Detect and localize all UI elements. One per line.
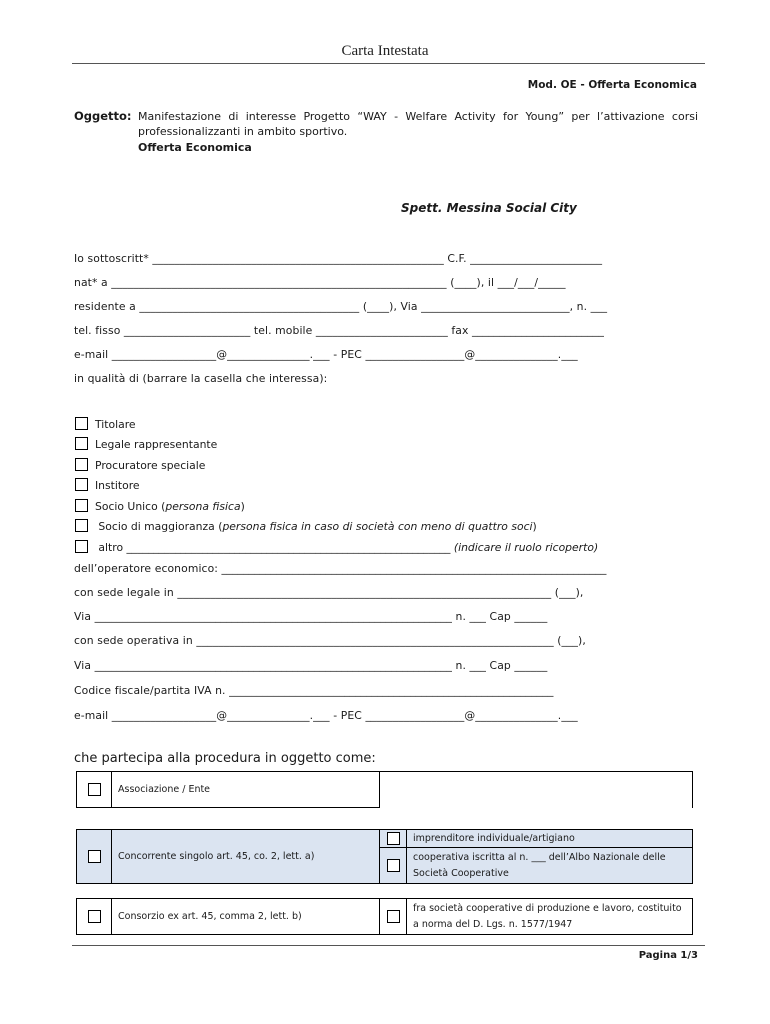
- consorzio-checkbox[interactable]: [88, 910, 101, 923]
- consorzio-label: Consorzio ex art. 45, comma 2, lett. b): [112, 899, 380, 935]
- letterhead-title: Carta Intestata: [341, 43, 429, 59]
- role-note: persona fisica: [165, 500, 241, 513]
- operator-line[interactable]: Codice fiscale/partita IVA n. ___________________________________________________________: [74, 684, 554, 697]
- concorrente-checkbox[interactable]: [88, 850, 101, 863]
- cooperative-produzione-label: fra società cooperative di produzione e lavoro, costituito a norma del D. Lgs. n. 1577/1947: [407, 899, 693, 935]
- header-divider: [72, 63, 705, 64]
- checkbox-cell: [77, 899, 112, 935]
- role-note: persona fisica in caso di società con meno di quattro soci: [222, 520, 533, 533]
- operator-line[interactable]: Via _________________________________________________________________ n. ___ Cap ______: [74, 610, 548, 623]
- concorrente-label: Concorrente singolo art. 45, co. 2, lett. a): [112, 830, 380, 884]
- subject-label: Oggetto:: [74, 109, 132, 123]
- role-label: Socio di maggioranza (: [95, 520, 223, 533]
- checkbox-cell: [77, 772, 112, 808]
- role-close: ): [532, 520, 537, 533]
- participation-table-3: [76, 898, 693, 935]
- role-label-altro[interactable]: [95, 541, 598, 554]
- role-checkbox-procuratore[interactable]: [75, 458, 88, 471]
- form-line-email[interactable]: e-mail ___________________@_______________.___ - PEC __________________@_______________.___: [74, 348, 578, 361]
- checkbox-cell: [380, 830, 407, 848]
- form-line-residence[interactable]: residente a ________________________________________ (____), Via ___________________________, n. ___: [74, 300, 608, 313]
- participation-table-2: [76, 829, 693, 884]
- cooperative-produzione-checkbox[interactable]: [387, 910, 400, 923]
- role-label: Titolare: [95, 418, 136, 431]
- role-label: Procuratore speciale: [95, 459, 206, 472]
- empty-cell: [380, 772, 693, 808]
- role-label-socio-unico: [95, 500, 245, 513]
- role-close: ): [240, 500, 245, 513]
- footer-divider: [72, 945, 705, 946]
- role-label: Legale rappresentante: [95, 438, 218, 451]
- recipient: Spett. Messina Social City: [401, 201, 577, 215]
- role-label: Socio Unico (: [95, 500, 166, 513]
- module-label: Mod. OE - Offerta Economica: [527, 79, 697, 91]
- subject-subtitle: Offerta Economica: [138, 141, 252, 154]
- role-checkbox-institore[interactable]: [75, 478, 88, 491]
- operator-line[interactable]: con sede legale in ____________________________________________________________________ (___),: [74, 586, 584, 599]
- role-instruction: in qualità di (barrare la casella che interessa):: [74, 372, 328, 385]
- cooperativa-checkbox[interactable]: [387, 859, 400, 872]
- operator-line[interactable]: e-mail ___________________@_______________.___ - PEC __________________@_______________.___: [74, 709, 578, 722]
- subject-text: Manifestazione di interesse Progetto “WAY - Welfare Activity for Young” per l’attivazione corsi professionalizzanti in ambito sportivo.: [138, 110, 698, 138]
- checkbox-cell: [77, 830, 112, 884]
- cooperativa-label: cooperativa iscritta al n. ___ dell’Albo Nazionale delle Società Cooperative: [407, 848, 693, 884]
- form-line-birth[interactable]: nat* a _____________________________________________________________ (____), il ___/___/_____: [74, 276, 566, 289]
- imprenditore-label: imprenditore individuale/artigiano: [407, 830, 693, 848]
- role-checkbox-socio-maggioranza[interactable]: [75, 519, 88, 532]
- imprenditore-checkbox[interactable]: [387, 832, 400, 845]
- role-checkbox-titolare[interactable]: [75, 417, 88, 430]
- role-checkbox-altro[interactable]: [75, 540, 88, 553]
- role-checkbox-legale[interactable]: [75, 437, 88, 450]
- participation-title: che partecipa alla procedura in oggetto come:: [74, 751, 376, 766]
- checkbox-cell: [380, 848, 407, 884]
- operator-line[interactable]: dell’operatore economico: ______________________________________________________________________: [74, 562, 607, 575]
- role-label: altro ____________________________________________________________: [95, 541, 454, 554]
- role-label: Institore: [95, 479, 140, 492]
- checkbox-cell: [380, 899, 407, 935]
- form-line-name[interactable]: Io sottoscritt* _____________________________________________________ C.F. ________________________: [74, 252, 603, 265]
- role-note: (indicare il ruolo ricoperto): [453, 541, 599, 554]
- operator-line[interactable]: Via _________________________________________________________________ n. ___ Cap ______: [74, 659, 548, 672]
- operator-line[interactable]: con sede operativa in _________________________________________________________________ (___),: [74, 634, 586, 647]
- role-checkbox-socio-unico[interactable]: [75, 499, 88, 512]
- role-label-socio-maggioranza: [95, 520, 537, 533]
- participation-table-1: [76, 771, 693, 808]
- associazione-label: Associazione / Ente: [112, 772, 380, 808]
- page-number: Pagina 1/3: [638, 950, 698, 961]
- associazione-checkbox[interactable]: [88, 783, 101, 796]
- form-line-phones[interactable]: tel. fisso _______________________ tel. mobile ________________________ fax ________________________: [74, 324, 605, 337]
